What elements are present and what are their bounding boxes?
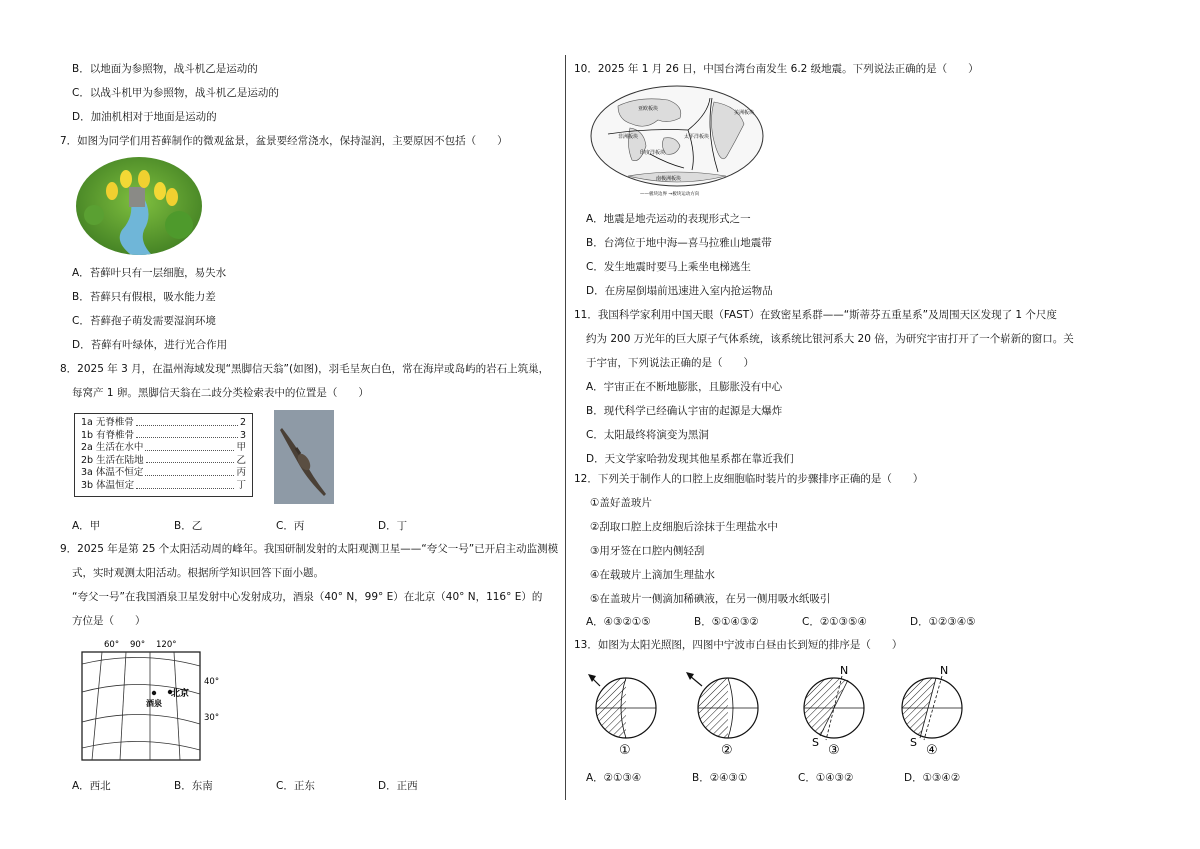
- q11-stem-line1: 11．我国科学家利用中国天眼（FAST）在致密星系群——“斯蒂芬五重星系”及周围天区发现了 1 个尺度: [574, 309, 1057, 321]
- south-label-3: S: [812, 736, 819, 749]
- key-row: 2a 生活在水中 甲: [81, 442, 246, 454]
- plate-label-antarctic: 南极洲板块: [656, 176, 682, 182]
- q13-stem: 13．如图为太阳光照图，四图中宁波市白昼由长到短的排序是（ ）: [574, 639, 903, 651]
- diagram-label-1: ①: [619, 743, 631, 758]
- q11-option-a: A．宇宙正在不断地膨胀，且膨胀没有中心: [586, 381, 783, 393]
- q6-option-d: D．加油机相对于地面是运动的: [72, 111, 217, 123]
- q11-option-b: B．现代科学已经确认宇宙的起源是大爆炸: [586, 405, 783, 417]
- q9-option-b: B．东南: [174, 780, 213, 792]
- moss-bonsai-image: [74, 155, 204, 257]
- q8-option-d: D．丁: [378, 520, 408, 532]
- q13-option-b: B．②④③①: [692, 772, 748, 784]
- diagram-label-3: ③: [828, 743, 840, 758]
- q8-stem-line2: 每窝产 1 卵。黑脚信天翁在二歧分类检索表中的位置是（ ）: [72, 387, 369, 399]
- q9-sub-line2: 方位是（ ）: [72, 615, 146, 627]
- q7-option-b: B．苔藓只有假根，吸水能力差: [72, 291, 216, 303]
- plate-label-eurasian: 亚欧板块: [638, 106, 659, 112]
- key-row: 1a 无脊椎骨 2: [81, 417, 246, 428]
- q8-stem-line1: 8．2025 年 3 月，在温州海域发现“黑脚信天翁”(如图)，羽毛呈灰白色，常在海岸或岛屿的岩石上筑巢，: [60, 363, 550, 375]
- q7-option-c: C．苔藓孢子萌发需要湿润环境: [72, 315, 216, 327]
- q9-stem-line2: 式，实时观测太阳活动。根据所学知识回答下面小题。: [72, 567, 324, 579]
- beijing-label: 北京: [171, 689, 190, 699]
- plate-label-indian: 印度洋板块: [640, 150, 666, 156]
- key-row: 1b 有脊椎骨 3: [81, 429, 246, 441]
- q13-option-c: C．①④③②: [798, 772, 854, 784]
- q6-option-b: B．以地面为参照物，战斗机乙是运动的: [72, 63, 258, 75]
- key-row: 3a 体温不恒定 丙: [81, 467, 246, 479]
- q11-stem-line2: 约为 200 万光年的巨大原子气体系统，该系统比银河系大 20 倍，为研究宇宙打开了一个崭新的窗口。关: [586, 333, 1074, 345]
- south-label-4: S: [910, 736, 917, 749]
- lat-label-30: 30°: [204, 713, 220, 723]
- q9-option-d: D．正西: [378, 780, 418, 792]
- world-plate-map: [588, 84, 766, 198]
- q12-step-1: ①盖好盖玻片: [590, 497, 652, 509]
- q13-options: [586, 770, 1010, 785]
- q13-option-d: D．①③④②: [904, 772, 961, 784]
- map-legend: ——板块边界 →板块运动方向: [640, 192, 700, 197]
- left-column: [60, 0, 560, 849]
- sunlight-diagram-4: [902, 664, 962, 758]
- q13-option-a: A．②①③④: [586, 772, 642, 784]
- north-label-3: N: [840, 664, 849, 677]
- lon-label-90: 90°: [130, 640, 146, 650]
- q9-option-c: C．正东: [276, 780, 315, 792]
- q8-option-a: A．甲: [72, 520, 101, 532]
- q9-options: [72, 778, 480, 793]
- key-row: 2b 生活在陆地 乙: [81, 454, 246, 466]
- q12-step-2: ②刮取口腔上皮细胞后涂抹于生理盐水中: [590, 521, 778, 533]
- north-label-4: N: [940, 664, 949, 677]
- q12-option-c: C．②①③⑤④: [802, 616, 867, 628]
- q7-stem: 7．如图为同学们用苔藓制作的微观盆景，盆景要经常浇水，保持湿润，主要原因不包括（ ）: [60, 135, 508, 147]
- q12-options: [586, 614, 1018, 629]
- key-row: 3b 体温恒定 丁: [81, 479, 246, 491]
- plate-label-african: 非洲板块: [618, 134, 639, 140]
- q7-option-d: D．苔藓有叶绿体，进行光合作用: [72, 339, 228, 351]
- q12-step-4: ④在载玻片上滴加生理盐水: [590, 569, 715, 581]
- q10-option-a: A．地震是地壳运动的表现形式之一: [586, 213, 751, 225]
- q8-option-c: C．丙: [276, 520, 305, 532]
- diagram-label-4: ④: [926, 743, 938, 758]
- q11-option-c: C．太阳最终将演变为黑洞: [586, 429, 709, 441]
- column-divider: [565, 55, 566, 800]
- sunlight-diagram-2: [686, 672, 758, 758]
- q10-option-d: D．在房屋倒塌前迅速进入室内抢运物品: [586, 285, 773, 297]
- q10-stem: 10．2025 年 1 月 26 日，中国台湾台南发生 6.2 级地震。下列说法正确的是（ ）: [574, 63, 979, 75]
- albatross-photo: [274, 410, 334, 504]
- sunlight-diagram-1: [588, 674, 656, 758]
- latitude-longitude-map: [74, 636, 234, 764]
- sunlight-diagrams: [586, 656, 986, 758]
- q10-option-c: C．发生地震时要马上乘坐电梯逃生: [586, 261, 751, 273]
- q12-step-5: ⑤在盖玻片一侧滴加稀碘液，在另一侧用吸水纸吸引: [590, 593, 831, 605]
- q11-stem-line3: 于宇宙，下列说法正确的是（ ）: [586, 357, 754, 369]
- q8-options: [72, 518, 480, 533]
- q9-option-a: A．西北: [72, 780, 111, 792]
- q9-stem-line1: 9．2025 年是第 25 个太阳活动周的峰年。我国研制发射的太阳观测卫星——“夸父一号”已开启主动监测模: [60, 543, 559, 555]
- plate-label-pacific: 太平洋板块: [684, 134, 710, 140]
- q11-option-d: D．天文学家哈勃发现其他星系都在靠近我们: [586, 453, 794, 465]
- q12-step-3: ③用牙签在口腔内侧轻刮: [590, 545, 705, 557]
- q9-sub-line1: “夸父一号”在我国酒泉卫星发射中心发射成功，酒泉（40° N，99° E）在北京（40° N，116° E）的: [72, 591, 543, 603]
- diagram-label-2: ②: [721, 743, 733, 758]
- plate-label-american: 美洲板块: [734, 110, 755, 116]
- q8-option-b: B．乙: [174, 520, 203, 532]
- q12-option-b: B．⑤①④③②: [694, 616, 759, 628]
- lon-label-120: 120°: [156, 640, 177, 650]
- lat-label-40: 40°: [204, 677, 220, 687]
- jiuquan-label: 酒泉: [146, 699, 162, 708]
- q10-option-b: B．台湾位于地中海—喜马拉雅山地震带: [586, 237, 772, 249]
- jiuquan-dot: [152, 691, 156, 695]
- q6-option-c: C．以战斗机甲为参照物，战斗机乙是运动的: [72, 87, 279, 99]
- q12-stem: 12．下列关于制作人的口腔上皮细胞临时装片的步骤排序正确的是（ ）: [574, 473, 924, 485]
- lon-label-60: 60°: [104, 640, 120, 650]
- q12-option-d: D．①②③④⑤: [910, 616, 976, 628]
- sunlight-diagram-3: [804, 664, 864, 758]
- q7-option-a: A．苔藓叶只有一层细胞，易失水: [72, 267, 227, 279]
- q12-option-a: A．④③②①⑤: [586, 616, 651, 628]
- right-column: [574, 0, 1134, 849]
- dichotomous-key-table: [74, 413, 253, 497]
